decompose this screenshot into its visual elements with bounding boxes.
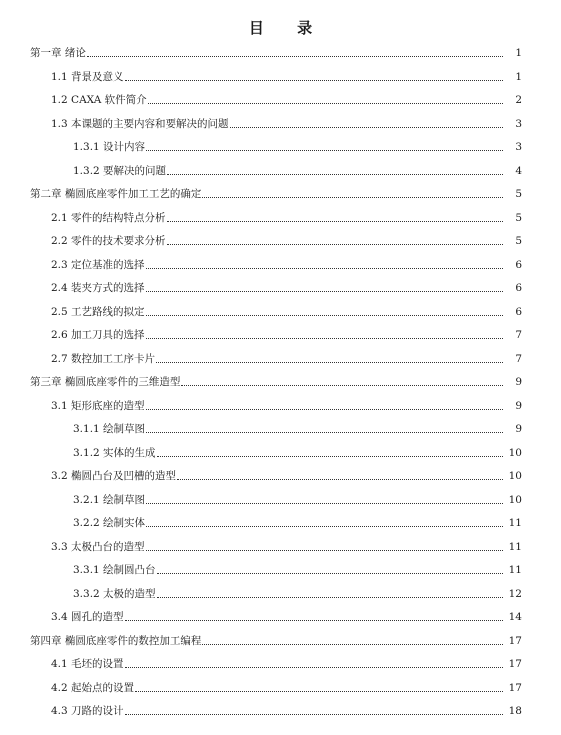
toc-page-number: 11	[508, 564, 522, 576]
toc-page-number: 3	[515, 117, 522, 130]
toc-page-number: 10	[508, 493, 522, 506]
dot-leader	[181, 385, 503, 386]
dot-leader	[146, 432, 503, 433]
toc-entry-label: 2.5 工艺路线的拟定	[51, 305, 145, 318]
toc-entry-label: 第四章 椭圆底座零件的数控加工编程	[30, 634, 202, 647]
toc-entry-label: 2.1 零件的结构特点分析	[51, 211, 166, 224]
toc-entry-label: 3.2.2 绘制实体	[73, 517, 146, 529]
toc-section-entry[interactable]	[51, 608, 522, 624]
toc-chapter-entry[interactable]	[30, 373, 522, 389]
toc-entry-label: 1.2 CAXA 软件简介	[51, 94, 147, 106]
toc-entry-label: 第二章 椭圆底座零件加工工艺的确定	[30, 188, 202, 200]
dot-leader	[230, 127, 503, 128]
toc-page-number: 11	[508, 540, 522, 553]
toc-entry-label: 3.3 太极凸台的造型	[51, 540, 145, 553]
toc-section-entry[interactable]	[51, 326, 522, 342]
dot-leader	[167, 221, 503, 222]
toc-section-entry[interactable]	[51, 115, 522, 131]
toc-section-entry[interactable]	[51, 303, 522, 319]
toc-subsection-entry[interactable]	[73, 514, 522, 530]
dot-leader	[157, 597, 503, 598]
toc-page-number: 4	[515, 164, 522, 177]
toc-title: 目 录	[248, 19, 327, 37]
toc-section-entry[interactable]	[51, 679, 522, 695]
dot-leader	[135, 691, 503, 692]
toc-entry-label: 2.3 定位基准的选择	[51, 258, 145, 271]
dot-leader	[87, 56, 503, 57]
dot-leader	[146, 503, 503, 504]
toc-entry-label: 4.3 刀路的设计	[51, 705, 124, 717]
toc-entry-label: 2.2 零件的技术要求分析	[51, 235, 166, 247]
dot-leader	[177, 479, 503, 480]
toc-entry-label: 3.1.1 绘制草图	[73, 423, 146, 435]
toc-entry-label: 1.3.2 要解决的问题	[73, 164, 167, 177]
dot-leader	[167, 174, 503, 175]
toc-page-number: 10	[508, 470, 522, 482]
toc-subsection-entry[interactable]	[73, 585, 522, 601]
toc-section-entry[interactable]	[51, 91, 522, 107]
toc-entry-label: 3.2.1 绘制草图	[73, 493, 146, 506]
toc-chapter-entry[interactable]	[30, 44, 522, 60]
dot-leader	[146, 268, 503, 269]
toc-entry-label: 3.3.1 绘制圆凸台	[73, 564, 156, 576]
dot-leader	[146, 150, 503, 151]
dot-leader	[125, 620, 503, 621]
toc-page-number: 6	[515, 305, 522, 318]
toc-section-entry[interactable]	[51, 209, 522, 225]
dot-leader	[156, 362, 503, 363]
dot-leader	[146, 315, 503, 316]
toc-page-number: 9	[515, 376, 522, 388]
dot-leader	[202, 197, 503, 198]
toc-entry-label: 第三章 椭圆底座零件的三维造型	[30, 376, 181, 388]
dot-leader	[202, 644, 503, 645]
dot-leader	[146, 409, 503, 410]
dot-leader	[157, 573, 503, 574]
toc-section-entry[interactable]	[51, 68, 522, 84]
toc-section-entry[interactable]	[51, 655, 522, 671]
toc-section-entry[interactable]	[51, 350, 522, 366]
toc-chapter-entry[interactable]	[30, 632, 522, 648]
toc-entry-label: 4.2 起始点的设置	[51, 681, 135, 694]
toc-entry-label: 3.1.2 实体的生成	[73, 446, 156, 459]
dot-leader	[148, 103, 503, 104]
toc-page-number: 2	[515, 94, 522, 106]
dot-leader	[157, 456, 503, 457]
toc-entry-label: 1.1 背景及意义	[51, 70, 124, 83]
toc-page-number: 14	[508, 611, 522, 623]
toc-page-number: 3	[515, 141, 522, 153]
toc-subsection-entry[interactable]	[73, 491, 522, 507]
toc-page-number: 7	[515, 329, 522, 341]
dot-leader	[146, 550, 503, 551]
toc-section-entry[interactable]	[51, 279, 522, 295]
toc-page-number: 10	[508, 446, 522, 459]
toc-section-entry[interactable]	[51, 538, 522, 554]
toc-section-entry[interactable]	[51, 702, 522, 718]
dot-leader	[125, 714, 503, 715]
toc-page-number: 1	[515, 70, 522, 83]
dot-leader	[146, 291, 503, 292]
toc-entry-label: 3.4 圆孔的造型	[51, 611, 124, 623]
toc-page-number: 9	[515, 423, 522, 435]
toc-entry-label: 1.3.1 设计内容	[73, 141, 146, 153]
toc-entry-label: 2.6 加工刀具的选择	[51, 329, 145, 341]
dot-leader	[167, 244, 503, 245]
toc-section-entry[interactable]	[51, 467, 522, 483]
toc-entry-label: 1.3 本课题的主要内容和要解决的问题	[51, 117, 229, 130]
toc-page-number: 12	[508, 587, 522, 600]
toc-chapter-entry[interactable]	[30, 185, 522, 201]
toc-entry-label: 4.1 毛坯的设置	[51, 658, 124, 670]
toc-page-number: 17	[508, 658, 522, 670]
toc-entry-label: 2.7 数控加工工序卡片	[51, 352, 156, 365]
toc-page-number: 5	[515, 211, 522, 224]
toc-page-number: 5	[515, 188, 522, 200]
toc-section-entry[interactable]	[51, 397, 522, 413]
toc-page-number: 6	[515, 282, 522, 294]
toc-subsection-entry[interactable]	[73, 420, 522, 436]
toc-section-entry[interactable]	[51, 256, 522, 272]
toc-subsection-entry[interactable]	[73, 162, 522, 178]
toc-page-number: 1	[515, 47, 522, 59]
toc-page-number: 6	[515, 258, 522, 271]
dot-leader	[146, 526, 503, 527]
toc-subsection-entry[interactable]	[73, 138, 522, 154]
toc-entry-label: 2.4 装夹方式的选择	[51, 282, 145, 294]
toc-page-number: 5	[515, 235, 522, 247]
toc-subsection-entry[interactable]	[73, 444, 522, 460]
toc-entry-label: 第一章 绪论	[30, 47, 86, 59]
toc-page-number: 17	[508, 681, 522, 694]
toc-subsection-entry[interactable]	[73, 561, 522, 577]
toc-entry-label: 3.1 矩形底座的造型	[51, 399, 145, 412]
toc-section-entry[interactable]	[51, 232, 522, 248]
toc-entry-label: 3.2 椭圆凸台及凹槽的造型	[51, 470, 177, 482]
dot-leader	[125, 667, 503, 668]
toc-page-number: 7	[515, 352, 522, 365]
toc-page-number: 17	[508, 634, 522, 647]
toc-entry-label: 3.3.2 太极的造型	[73, 587, 156, 600]
dot-leader	[125, 80, 503, 81]
toc-page-number: 9	[515, 399, 522, 412]
toc-page-number: 11	[508, 517, 522, 529]
toc-page-number: 18	[508, 705, 522, 717]
dot-leader	[146, 338, 503, 339]
